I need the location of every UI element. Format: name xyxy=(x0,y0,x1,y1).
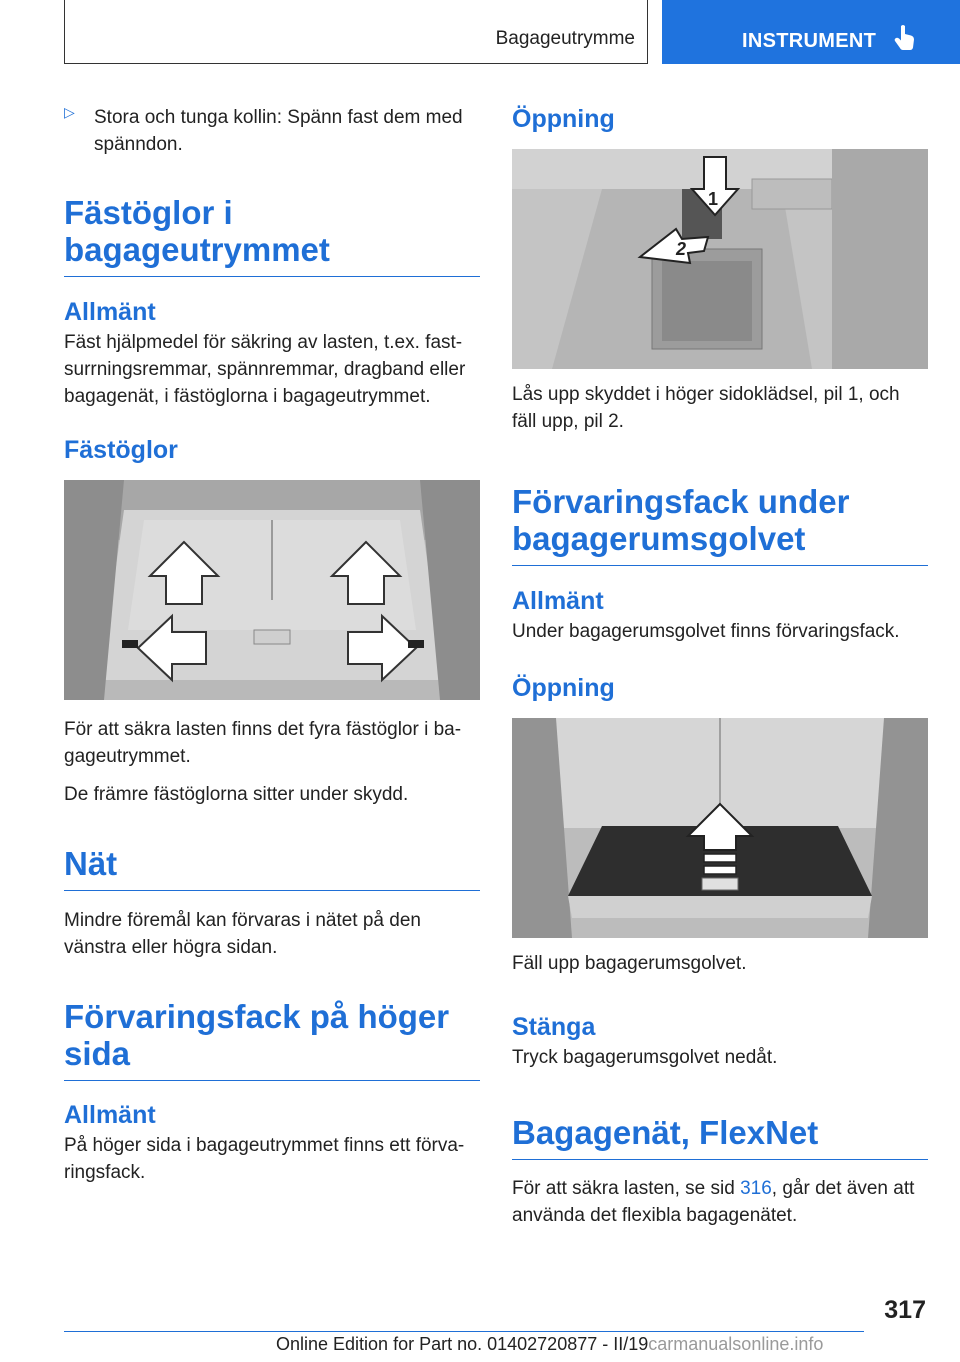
flexnet-text-b: , går det även att använda det flexibla bagagenätet. xyxy=(512,1178,915,1226)
paragraph-fall-block xyxy=(512,950,928,977)
heading-fastoglor-bagageutrymmet xyxy=(64,194,480,277)
paragraph-stanga: Tryck bagagerumsgolvet nedåt. xyxy=(512,1047,778,1068)
footer-divider xyxy=(64,1331,864,1332)
paragraph-nat-block xyxy=(64,907,480,961)
paragraph-allmant-3: Under bagagerumsgolvet finns förvaringsfack. xyxy=(512,621,900,642)
heading-oppning-2 xyxy=(512,673,928,703)
hand-pointer-icon xyxy=(894,24,916,55)
page-link-316[interactable]: 316 xyxy=(740,1178,772,1199)
allmant-section-1 xyxy=(64,297,480,410)
header-chapter-title: INSTRUMENT xyxy=(742,30,877,52)
footer-edition-text: Online Edition for Part no. 01402720877 - II/19 xyxy=(276,1334,649,1354)
subheading-oppning-2: Öppning xyxy=(512,674,615,702)
figure-sidoklädsel-lock xyxy=(512,149,928,369)
figure-bagagerumsgolv xyxy=(512,718,928,938)
heading-nat xyxy=(64,845,480,891)
bullet-item xyxy=(64,104,480,158)
heading-forvaringsfack-hoger xyxy=(64,998,480,1081)
allmant-section-3 xyxy=(512,586,928,645)
subheading-oppning-1: Öppning xyxy=(512,105,615,133)
subheading-fastoglor: Fästöglor xyxy=(64,436,178,464)
bullet-triangle-icon: ▷ xyxy=(64,104,75,120)
heading-fastoglor-text: Fästöglor i bagageutrymmet xyxy=(64,194,480,277)
header-section-title: Bagageutrymme xyxy=(495,28,635,49)
heading-forvaringsfack-golv xyxy=(512,483,928,566)
heading-fastoglor-small xyxy=(64,435,480,465)
heading-oppning-1 xyxy=(512,104,928,134)
subheading-allmant-3: Allmänt xyxy=(512,587,604,615)
paragraph-flexnet-block xyxy=(512,1175,928,1229)
figure-label-1: 1 xyxy=(708,189,719,209)
heading-golv-text: Förvaringsfack under bagagerumsgolvet xyxy=(512,483,928,566)
paragraph-fyra-fastoglor: För att säkra lasten finns det fyra fästöglor i ba-gageutrymmet. xyxy=(64,719,462,767)
paragraph-flexnet xyxy=(512,1175,928,1229)
paragraph-nat: Mindre föremål kan förvaras i nätet på den vänstra eller högra sidan. xyxy=(64,910,421,958)
header-chapter-tab[interactable] xyxy=(662,0,960,64)
footer-edition xyxy=(276,1334,823,1355)
heading-flexnet xyxy=(512,1114,928,1160)
paragraph-allmant-1: Fäst hjälpmedel för säkring av lasten, t.ex. fast-surrningsremmar, spännremmar, dragband eller bagagenät, i fästöglorna i bagageutrymmet. xyxy=(64,332,466,407)
paragraph-allmant-2: På höger sida i bagageutrymmet finns ett förva-ringsfack. xyxy=(64,1135,465,1183)
subheading-allmant: Allmänt xyxy=(64,298,156,326)
subheading-allmant-2: Allmänt xyxy=(64,1101,156,1129)
paragraph-fall-upp: Fäll upp bagagerumsgolvet. xyxy=(512,953,747,974)
paragraph-framre-fastoglor: De främre fästöglorna sitter under skydd. xyxy=(64,784,409,805)
paragraph-group-fastoglor xyxy=(64,716,480,808)
subheading-stanga: Stänga xyxy=(512,1013,596,1041)
heading-flexnet-text: Bagagenät, FlexNet xyxy=(512,1114,928,1160)
page-number: 317 xyxy=(884,1296,926,1324)
stanga-section xyxy=(512,1012,928,1071)
flexnet-text-a: För att säkra lasten, se sid xyxy=(512,1178,741,1199)
allmant-section-2 xyxy=(64,1100,480,1186)
heading-hoger-text: Förvaringsfack på höger sida xyxy=(64,998,480,1081)
paragraph-las-block xyxy=(512,381,928,435)
heading-nat-text: Nät xyxy=(64,845,480,891)
header-section-box xyxy=(64,0,648,64)
figure-fastoglor-trunk xyxy=(64,480,480,700)
bullet-text: Stora och tunga kollin: Spänn fast dem med spänndon. xyxy=(94,107,463,155)
footer-watermark: carmanualsonline.info xyxy=(648,1334,824,1354)
figure-label-2: 2 xyxy=(676,239,687,259)
paragraph-las-upp: Lås upp skyddet i höger sidoklädsel, pil 1, och fäll upp, pil 2. xyxy=(512,384,900,432)
